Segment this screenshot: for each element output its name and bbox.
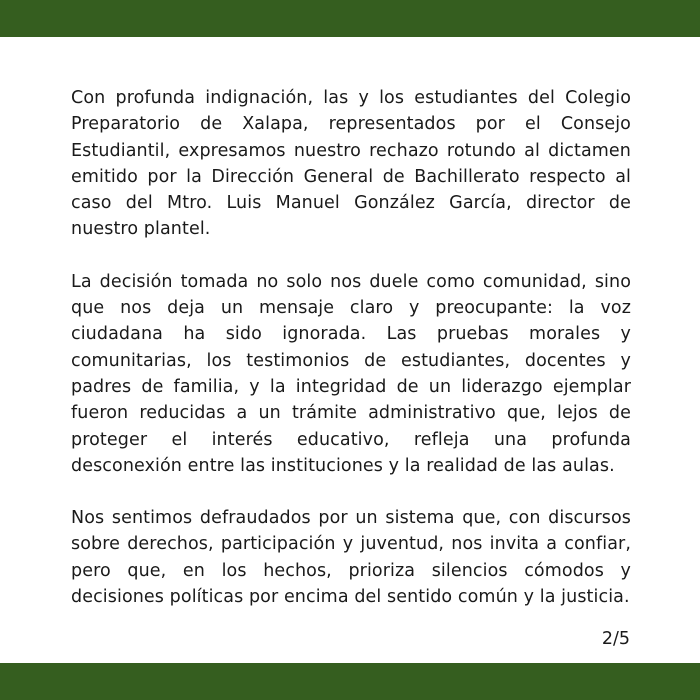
paragraph-1: Con profunda indignación, las y los estudiantes del Colegio Preparatorio de Xalapa, representados por el Consejo Estudiantil, expresamos nuestro rechazo rotundo al dictamen emitido por la Dirección General de Bachillerato respecto al caso del Mtro. Luis Manuel González García, director de nuestro plantel. (71, 88, 631, 240)
top-green-bar (0, 0, 700, 37)
page-number: 2/5 (601, 629, 630, 649)
paragraph-3: Nos sentimos defraudados por un sistema que, con discursos sobre derechos, participación y juventud, nos invita a confiar, pero que, en los hechos, prioriza silencios cómodos y decisiones políticas por encima del sentido común y la justicia. (71, 508, 631, 608)
paragraph-2: La decisión tomada no solo nos duele como comunidad, sino que nos deja un mensaje claro y preocupante: la voz ciudadana ha sido ignorada. Las pruebas morales y comunitarias, los testimonios de estudiantes, docentes y padres de familia, y la integridad de un liderazgo ejemplar fueron reducidas a un trámite administrativo que, lejos de proteger el interés educativo, refleja una profunda desconexión entre las instituciones y la realidad de las aulas. (71, 271, 631, 476)
statement-body (71, 85, 631, 610)
bottom-green-bar (0, 663, 700, 700)
